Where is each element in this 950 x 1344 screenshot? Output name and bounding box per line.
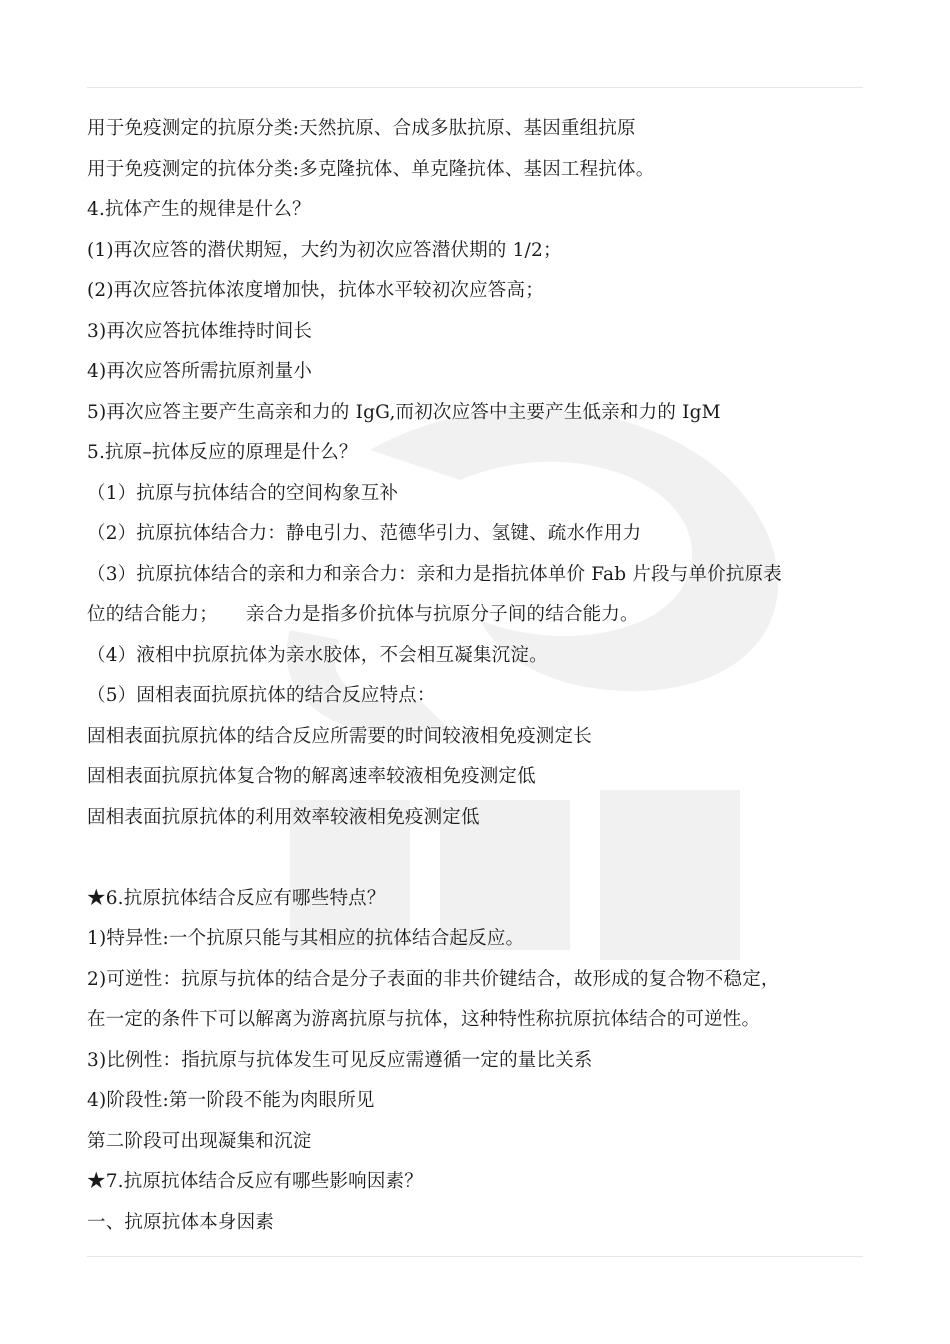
text-line: 固相表面抗原抗体的结合反应所需要的时间较液相免疫测定长 bbox=[87, 725, 592, 747]
text-line: 一、抗原抗体本身因素 bbox=[87, 1211, 275, 1233]
text-line: (1)再次应答的潜伏期短，大约为初次应答潜伏期的 1/2； bbox=[87, 239, 562, 261]
header-divider bbox=[87, 87, 863, 88]
text-line: （3）抗原抗体结合的亲和力和亲合力：亲和力是指抗体单价 Fab 片段与单价抗原表 bbox=[87, 563, 782, 585]
text-line: 固相表面抗原抗体的利用效率较液相免疫测定低 bbox=[87, 806, 480, 828]
document-body bbox=[87, 109, 867, 1243]
blank-line bbox=[87, 838, 867, 879]
text-line: 5)再次应答主要产生高亲和力的 IgG,而初次应答中主要产生低亲和力的 IgM bbox=[87, 401, 721, 423]
text-line: 位的结合能力； 亲合力是指多价抗体与抗原分子间的结合能力。 bbox=[87, 604, 639, 625]
text-line: 第二阶段可出现凝集和沉淀 bbox=[87, 1130, 312, 1152]
text-line: （4）液相中抗原抗体为亲水胶体，不会相互凝集沉淀。 bbox=[87, 644, 548, 666]
question-heading: ★6.抗原抗体结合反应有哪些特点？ bbox=[87, 887, 386, 909]
text-line: 在一定的条件下可以解离为游离抗原与抗体，这种特性称抗原抗体结合的可逆性。 bbox=[87, 1009, 761, 1030]
footer-divider bbox=[87, 1256, 863, 1257]
text-line: 3)再次应答抗体维持时间长 bbox=[87, 320, 313, 342]
text-line: 2)可逆性：抗原与抗体的结合是分子表面的非共价键结合，故形成的复合物不稳定， bbox=[87, 968, 780, 990]
text-line: 3)比例性：指抗原与抗体发生可见反应需遵循一定的量比关系 bbox=[87, 1049, 593, 1071]
text-line: 固相表面抗原抗体复合物的解离速率较液相免疫测定低 bbox=[87, 766, 536, 787]
question-heading: ★7.抗原抗体结合反应有哪些影响因素？ bbox=[87, 1171, 423, 1192]
text-line: 用于免疫测定的抗原分类:天然抗原、合成多肽抗原、基因重组抗原 bbox=[87, 118, 636, 139]
text-line: 1)特异性:一个抗原只能与其相应的抗体结合起反应。 bbox=[87, 928, 525, 949]
text-line: (2)再次应答抗体浓度增加快，抗体水平较初次应答高； bbox=[87, 280, 544, 301]
text-line: （1）抗原与抗体结合的空间构象互补 bbox=[87, 482, 399, 504]
question-heading: 4.抗体产生的规律是什么？ bbox=[87, 199, 311, 220]
text-line: 4)再次应答所需抗原剂量小 bbox=[87, 361, 313, 382]
text-line: （5）固相表面抗原抗体的结合反应特点： bbox=[87, 685, 436, 706]
text-line: 用于免疫测定的抗体分类:多克隆抗体、单克隆抗体、基因工程抗体。 bbox=[87, 158, 655, 180]
question-heading: 5.抗原–抗体反应的原理是什么？ bbox=[87, 442, 358, 463]
text-line: （2）抗原抗体结合力：静电引力、范德华引力、氢键、疏水作用力 bbox=[87, 523, 642, 544]
text-line: 4)阶段性:第一阶段不能为肉眼所见 bbox=[87, 1090, 375, 1111]
